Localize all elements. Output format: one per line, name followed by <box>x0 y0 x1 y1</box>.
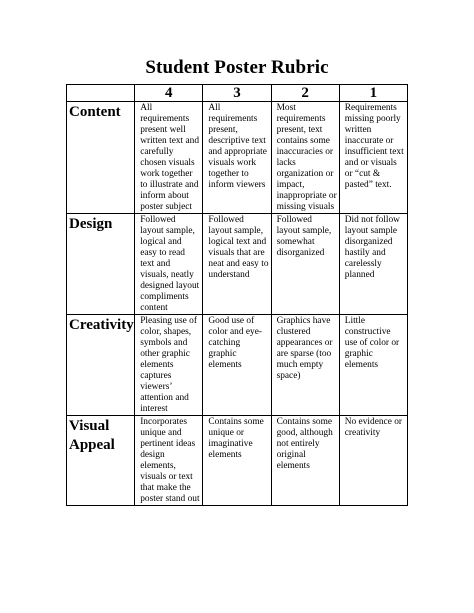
table-row-creativity <box>67 315 408 416</box>
table-row-design <box>67 214 408 315</box>
table-cell: Followed layout sample, logical text and visuals that are neat and easy to understand <box>203 214 271 315</box>
table-cell: No evidence or creativity <box>339 416 407 506</box>
level-header-1: 1 <box>339 85 407 102</box>
table-cell: Did not follow layout sample disorganized hastily and carelessly planned <box>339 214 407 315</box>
table-cell: Contains some good, although not entirely original elements <box>271 416 339 506</box>
table-cell: Followed layout sample, somewhat disorganized <box>271 214 339 315</box>
table-cell: Graphics have clustered appearances or are sparse (too much empty space) <box>271 315 339 416</box>
criterion-creativity: Creativity <box>67 315 135 416</box>
table-cell: Good use of color and eye-catching graphic elements <box>203 315 271 416</box>
table-cell: All requirements present well written text and carefully chosen visuals work together to illustrate and inform about poster subject <box>135 102 203 214</box>
document-title: Student Poster Rubric <box>145 57 329 78</box>
table-cell: Requirements missing poorly written inaccurate or insufficient text and or visuals or “cut & pasted” text. <box>339 102 407 214</box>
header-blank-cell <box>67 85 135 102</box>
table-cell: All requirements present, descriptive text and appropriate visuals work together to inform viewers <box>203 102 271 214</box>
table-cell: Pleasing use of color, shapes, symbols and other graphic elements captures viewers’ attention and interest <box>135 315 203 416</box>
level-header-4: 4 <box>135 85 203 102</box>
level-header-3: 3 <box>203 85 271 102</box>
table-cell: Incorporates unique and pertinent ideas design elements, visuals or text that make the poster stand out <box>135 416 203 506</box>
criterion-visual-appeal: Visual Appeal <box>67 416 135 506</box>
table-cell: Little constructive use of color or graphic elements <box>339 315 407 416</box>
table-row-visual-appeal <box>67 416 408 506</box>
header-row <box>67 85 408 102</box>
level-header-2: 2 <box>271 85 339 102</box>
table-cell: Followed layout sample, logical and easy to read text and visuals, neatly designed layout compliments content <box>135 214 203 315</box>
criterion-content: Content <box>67 102 135 214</box>
table-row-content <box>67 102 408 214</box>
table-cell: Most requirements present, text contains some inaccuracies or lacks organization or impact, inappropriate or missing visuals <box>271 102 339 214</box>
rubric-table <box>66 84 408 506</box>
criterion-design: Design <box>67 214 135 315</box>
table-cell: Contains some unique or imaginative elements <box>203 416 271 506</box>
